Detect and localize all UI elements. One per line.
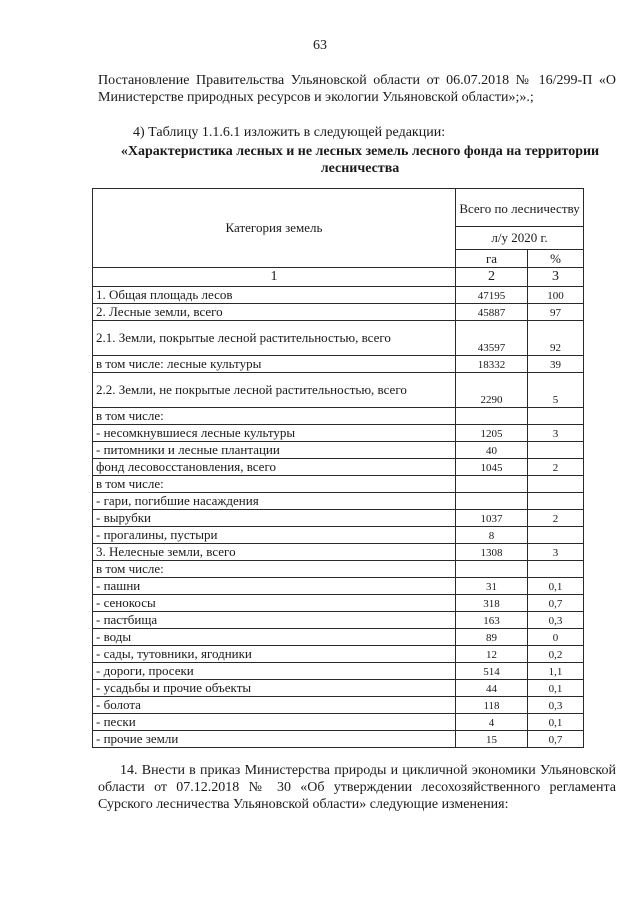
row-area-ha: 1205	[456, 425, 528, 442]
row-category: - пески	[93, 714, 456, 731]
table-row	[93, 561, 584, 578]
row-area-ha: 1045	[456, 459, 528, 476]
row-percent: 100	[528, 287, 584, 304]
row-percent: 1,1	[528, 663, 584, 680]
tail-paragraph: 14. Внести в приказ Министерства природы и цикличной экономики Ульяновской области от 07.12.2018 № 30 «Об утверждении лесохозяйственного регламента Сурского лесничества Ульяновской области» следующие изменения:	[98, 763, 616, 812]
row-category: - прочие земли	[93, 731, 456, 748]
row-area-ha: 40	[456, 442, 528, 459]
row-area-ha: 31	[456, 578, 528, 595]
row-category: - болота	[93, 697, 456, 714]
table-row	[93, 321, 584, 356]
table-row	[93, 714, 584, 731]
row-category: в том числе: лесные культуры	[93, 356, 456, 373]
row-area-ha	[456, 493, 528, 510]
row-percent: 0	[528, 629, 584, 646]
table-row	[93, 459, 584, 476]
row-area-ha	[456, 561, 528, 578]
table-row	[93, 356, 584, 373]
row-area-ha: 1037	[456, 510, 528, 527]
row-category: - вырубки	[93, 510, 456, 527]
land-characteristics-table	[92, 188, 584, 748]
row-area-ha: 118	[456, 697, 528, 714]
row-area-ha: 45887	[456, 304, 528, 321]
table-row	[93, 527, 584, 544]
row-category: 3. Нелесные земли, всего	[93, 544, 456, 561]
table-row	[93, 408, 584, 425]
row-area-ha: 18332	[456, 356, 528, 373]
table-row	[93, 595, 584, 612]
table-row	[93, 697, 584, 714]
row-area-ha: 318	[456, 595, 528, 612]
row-percent	[528, 408, 584, 425]
row-percent: 2	[528, 510, 584, 527]
row-category: 2. Лесные земли, всего	[93, 304, 456, 321]
row-percent: 0,7	[528, 731, 584, 748]
row-category: - прогалины, пустыри	[93, 527, 456, 544]
header-unit-ha: га	[456, 250, 528, 268]
row-area-ha: 1308	[456, 544, 528, 561]
row-percent	[528, 493, 584, 510]
row-area-ha: 2290	[456, 373, 528, 408]
header-unit-pct: %	[528, 250, 584, 268]
item-4-paragraph: 4) Таблицу 1.1.6.1 изложить в следующей редакции:	[133, 125, 446, 140]
row-area-ha	[456, 408, 528, 425]
row-category: - питомники и лесные плантации	[93, 442, 456, 459]
table-row	[93, 493, 584, 510]
row-category: в том числе:	[93, 476, 456, 493]
row-category: 2.2. Земли, не покрытые лесной растительностью, всего	[93, 373, 456, 408]
table-row	[93, 629, 584, 646]
row-percent	[528, 527, 584, 544]
row-category: 2.1. Земли, покрытые лесной растительностью, всего	[93, 321, 456, 356]
table-row	[93, 612, 584, 629]
row-percent: 39	[528, 356, 584, 373]
table-row	[93, 442, 584, 459]
row-area-ha: 15	[456, 731, 528, 748]
row-area-ha: 89	[456, 629, 528, 646]
table-row	[93, 731, 584, 748]
table-row	[93, 476, 584, 493]
table-row	[93, 373, 584, 408]
column-number-2: 2	[456, 268, 528, 287]
column-number-3: 3	[528, 268, 584, 287]
row-percent	[528, 442, 584, 459]
row-percent: 0,1	[528, 680, 584, 697]
row-area-ha: 163	[456, 612, 528, 629]
intro-paragraph: Постановление Правительства Ульяновской области от 06.07.2018 № 16/299-П «О Министерстве природных ресурсов и экологии Ульяновской области»;».;	[98, 73, 616, 105]
table-row	[93, 578, 584, 595]
table-row	[93, 287, 584, 304]
table-row	[93, 680, 584, 697]
row-category: - пастбища	[93, 612, 456, 629]
row-category: - пашни	[93, 578, 456, 595]
row-percent: 0,7	[528, 595, 584, 612]
row-percent: 0,2	[528, 646, 584, 663]
row-area-ha: 8	[456, 527, 528, 544]
row-category: фонд лесовосстановления, всего	[93, 459, 456, 476]
row-area-ha: 514	[456, 663, 528, 680]
row-percent	[528, 561, 584, 578]
header-total: Всего по лесничеству	[456, 189, 584, 227]
header-year: л/у 2020 г.	[456, 227, 584, 250]
row-category: - сады, тутовники, ягодники	[93, 646, 456, 663]
column-number-1: 1	[93, 268, 456, 287]
row-category: - воды	[93, 629, 456, 646]
row-area-ha: 43597	[456, 321, 528, 356]
header-category: Категория земель	[93, 189, 456, 268]
row-percent: 3	[528, 425, 584, 442]
row-percent: 0,1	[528, 714, 584, 731]
row-percent: 5	[528, 373, 584, 408]
row-category: 1. Общая площадь лесов	[93, 287, 456, 304]
row-area-ha: 47195	[456, 287, 528, 304]
table-body	[93, 268, 584, 748]
row-area-ha	[456, 476, 528, 493]
row-area-ha: 4	[456, 714, 528, 731]
row-percent: 0,3	[528, 612, 584, 629]
table-row	[93, 663, 584, 680]
row-category: в том числе:	[93, 408, 456, 425]
row-category: - сенокосы	[93, 595, 456, 612]
column-number-row	[93, 268, 584, 287]
row-percent	[528, 476, 584, 493]
table-row	[93, 510, 584, 527]
row-percent: 2	[528, 459, 584, 476]
table-row	[93, 425, 584, 442]
row-category: - гари, погибшие насаждения	[93, 493, 456, 510]
row-category: - дороги, просеки	[93, 663, 456, 680]
row-percent: 3	[528, 544, 584, 561]
table-row	[93, 544, 584, 561]
table-title: «Характеристика лесных и не лесных земель лесного фонда на территории лесничества	[120, 144, 600, 176]
row-area-ha: 12	[456, 646, 528, 663]
table-row	[93, 646, 584, 663]
row-percent: 92	[528, 321, 584, 356]
row-category: - несомкнувшиеся лесные культуры	[93, 425, 456, 442]
row-percent: 0,3	[528, 697, 584, 714]
row-area-ha: 44	[456, 680, 528, 697]
row-category: - усадьбы и прочие объекты	[93, 680, 456, 697]
row-percent: 0,1	[528, 578, 584, 595]
page-number: 63	[313, 38, 327, 53]
row-percent: 97	[528, 304, 584, 321]
row-category: в том числе:	[93, 561, 456, 578]
table-row	[93, 304, 584, 321]
